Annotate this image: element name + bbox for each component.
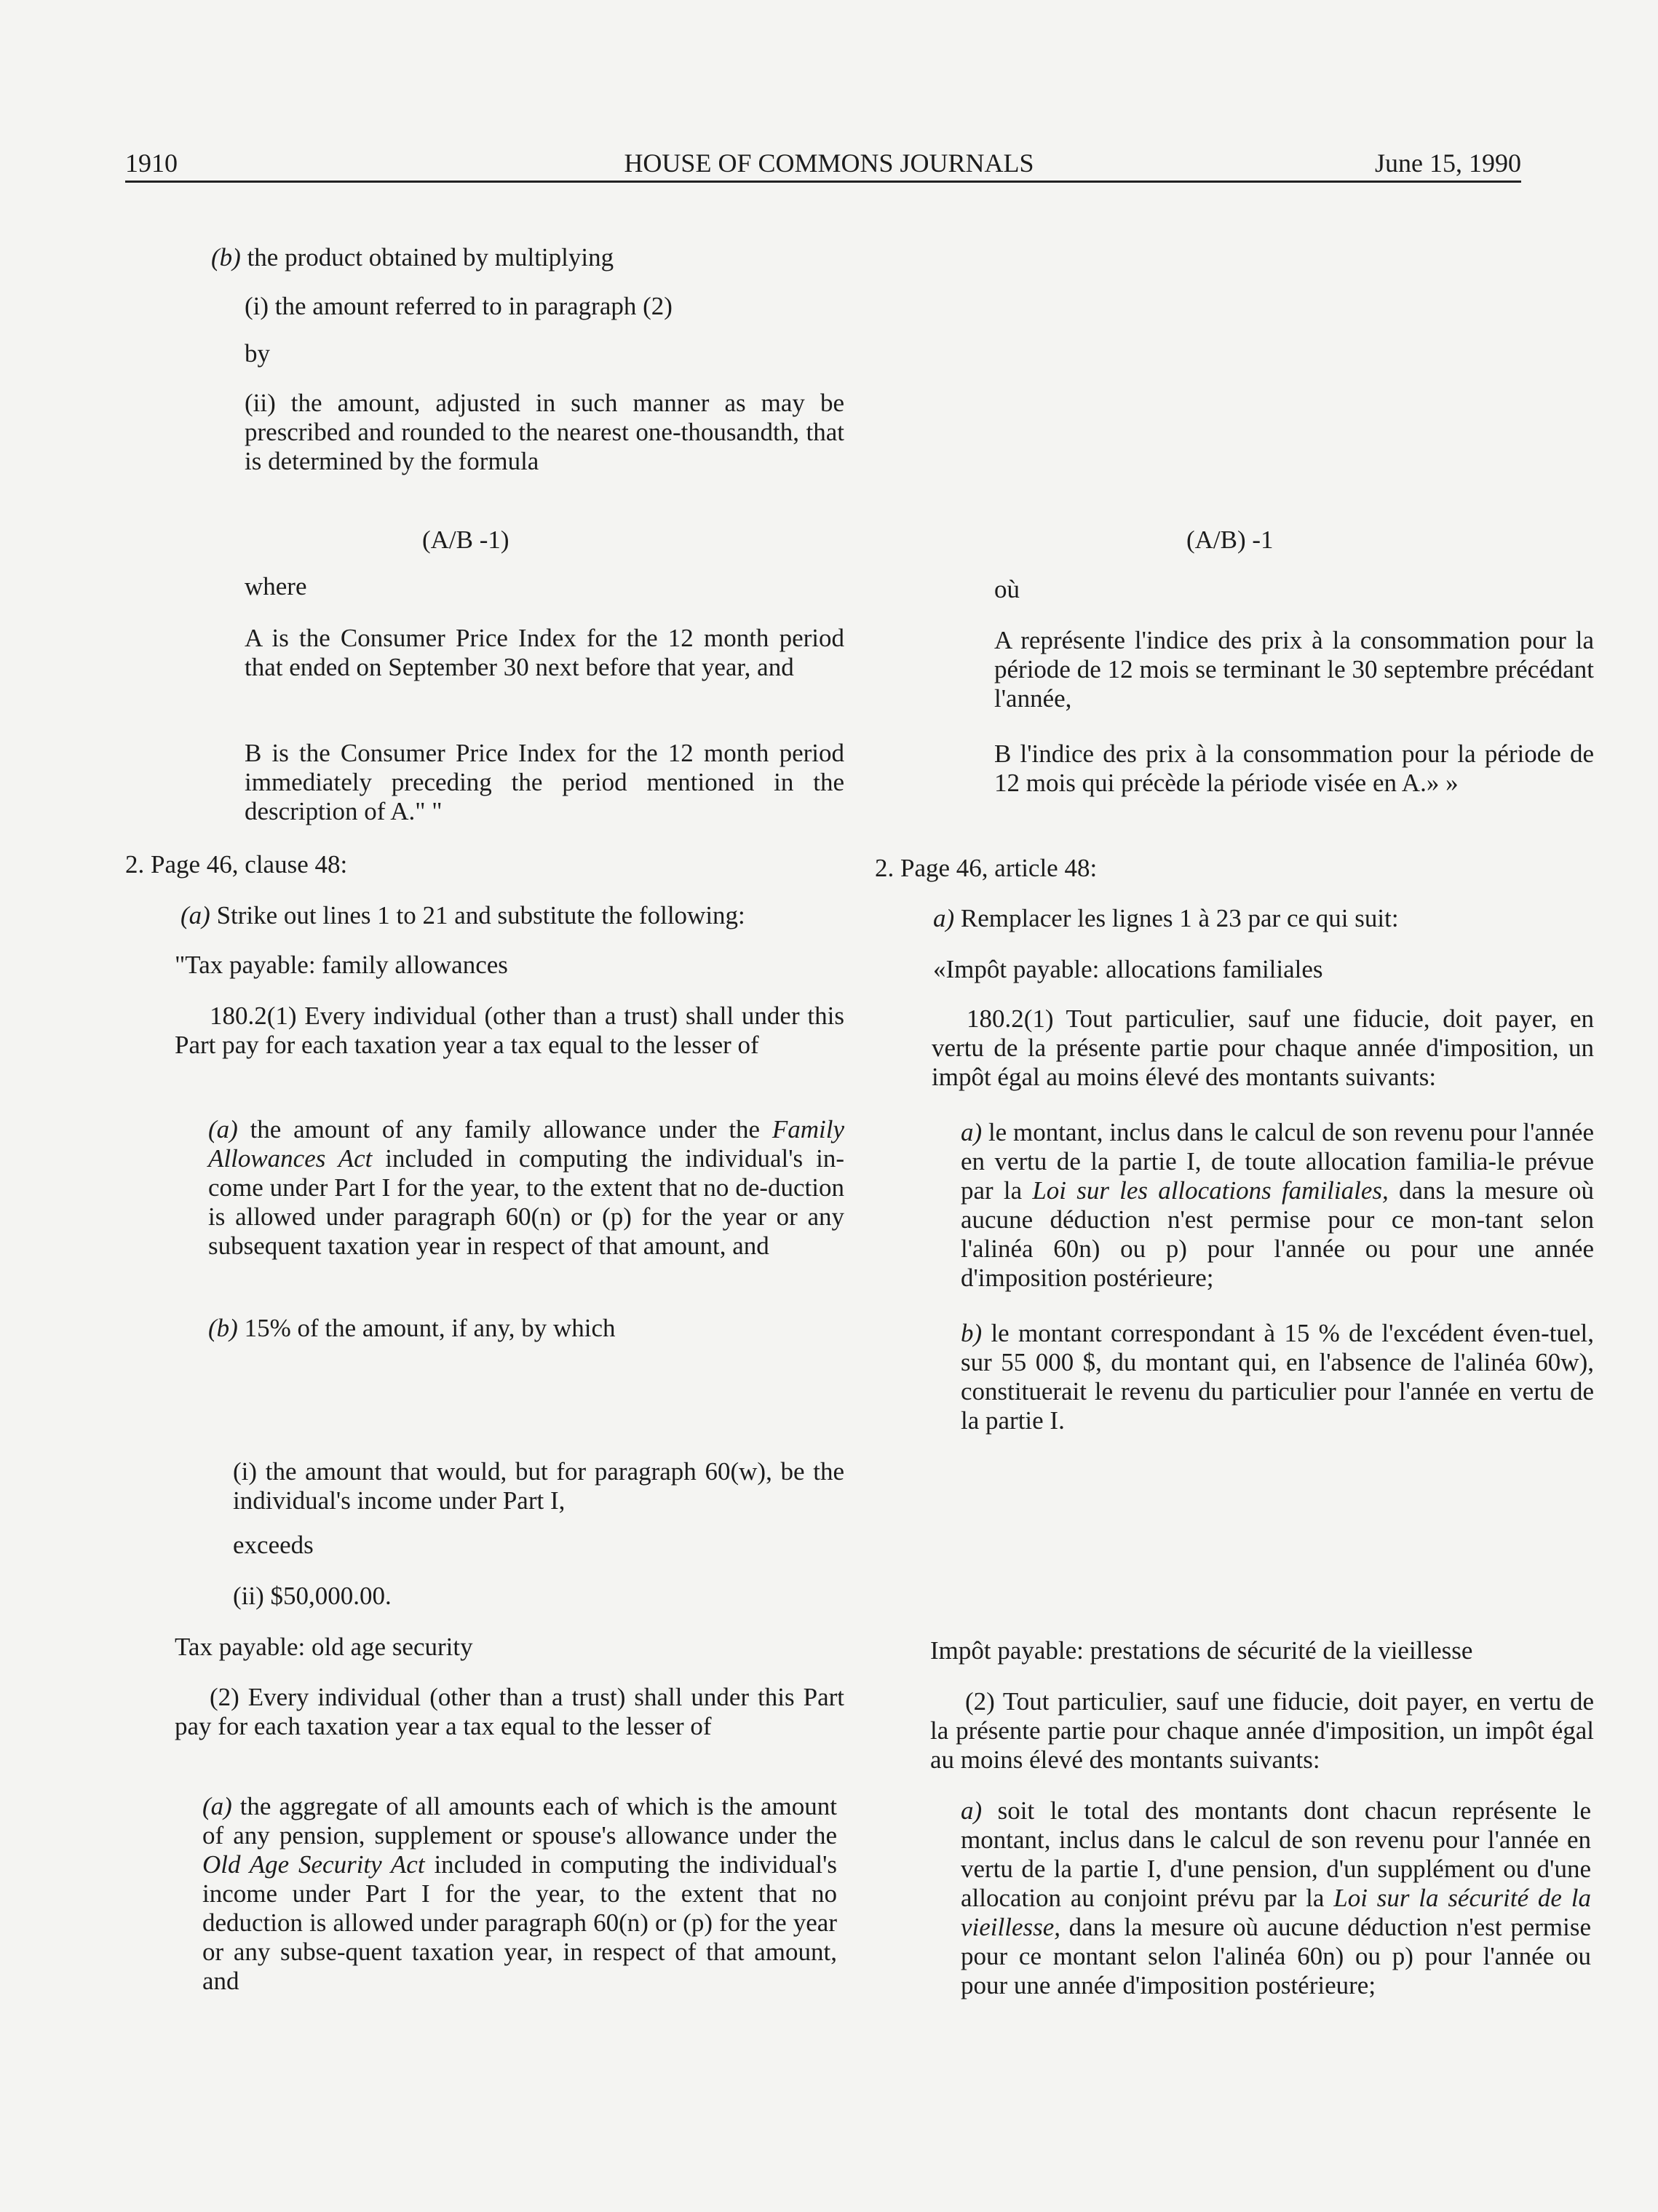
en-para-b-ii: (ii) $50,000.00. bbox=[233, 1582, 392, 1610]
en-para-a-text1: the amount of any family allowance under the bbox=[237, 1115, 772, 1143]
fr-def-b: B l'indice des prix à la consommation pour la période de 12 mois qui précède la période visée en A.» » bbox=[994, 740, 1594, 797]
fr-para-b-label: b) bbox=[961, 1319, 983, 1347]
en-family-allowances-act: Family Allowances Act bbox=[208, 1115, 844, 1173]
en-heading-family: "Tax payable: family allowances bbox=[175, 951, 508, 979]
fr-para-b bbox=[961, 1319, 1594, 1435]
fr-old-age-security-act: Loi sur la sécurité de la vieillesse, bbox=[961, 1884, 1591, 1941]
en-oas-para-a-text2: included in computing the individual's income under Part I for the year, to the extent that no deduction is allowed under paragraph 60(n) or (p) for the year or any subse-quent taxation year, in respect of that amount, and bbox=[202, 1850, 837, 1995]
fr-para-a-text2: dans la mesure où aucune déduction n'est permise pour ce mon-tant selon l'alinéa 60n) ou p) pour l'année ou pour une année d'imposition postérieure; bbox=[961, 1176, 1594, 1292]
en-i-amount: (i) the amount referred to in paragraph (2) bbox=[245, 292, 673, 320]
en-para-b-label: (b) bbox=[208, 1314, 238, 1342]
journal-title: HOUSE OF COMMONS JOURNALS bbox=[624, 148, 1034, 178]
fr-s2: (2) Tout particulier, sauf une fiducie, doit payer, en vertu de la présente partie pour chaque année d'imposition, un impôt égal au moins élevé des montants suivants: bbox=[930, 1687, 1594, 1774]
fr-formula: (A/B) -1 bbox=[1186, 526, 1274, 554]
en-para-a-label: (a) bbox=[208, 1115, 238, 1143]
en-para-a-text2: included in computing the individual's in-come under Part I for the year, to the extent that no de-duction is allowed under paragraph 60(n) or (p) for the year or any subsequent taxation year in respect of that amount, and bbox=[208, 1144, 844, 1260]
page-date: June 15, 1990 bbox=[1375, 148, 1521, 178]
fr-para-b-text: le montant correspondant à 15 % de l'excédent éven-tuel, sur 55 000 $, du montant qui, en l'absence de l'alinéa 60w), constituerait le revenu du particulier pour l'année en vertu de la partie I. bbox=[961, 1319, 1594, 1435]
en-where: where bbox=[245, 572, 307, 600]
header-rule bbox=[125, 181, 1521, 183]
fr-oas-para-a-text2: dans la mesure où aucune déduction n'est permise pour ce montant selon l'alinéa 60n) ou p) pour l'année ou pour une année d'imposition postérieure; bbox=[961, 1913, 1591, 1999]
fr-heading-oas: Impôt payable: prestations de sécurité de la vieillesse bbox=[930, 1636, 1473, 1665]
en-def-a: A is the Consumer Price Index for the 12 month period that ended on September 30 next before that year, and bbox=[245, 624, 844, 681]
en-oas-para-a-text1: the aggregate of all amounts each of which is the amount of any pension, supplement or spouse's allowance under the bbox=[202, 1792, 837, 1850]
fr-replace-label: a) bbox=[933, 904, 955, 932]
en-item-2: 2. Page 46, clause 48: bbox=[125, 850, 348, 879]
fr-family-allowances-act: Loi sur les allocations familiales, bbox=[1032, 1176, 1389, 1205]
en-b-intro-text: the product obtained by multiplying bbox=[240, 243, 614, 271]
en-by: by bbox=[245, 339, 270, 368]
fr-para-a bbox=[961, 1118, 1594, 1293]
en-exceeds: exceeds bbox=[233, 1531, 314, 1559]
en-strike-text: Strike out lines 1 to 21 and substitute the following: bbox=[210, 901, 745, 929]
fr-def-a: A représente l'indice des prix à la consommation pour la période de 12 mois se terminant le 30 septembre précédant l'année, bbox=[994, 626, 1594, 713]
fr-para-a-text1: le montant, inclus dans le calcul de son revenu pour l'année en vertu de la partie I, de toute allocation familia-le prévue par la bbox=[961, 1118, 1594, 1205]
en-s2: (2) Every individual (other than a trust) shall under this Part pay for each taxation year a tax equal to the lesser of bbox=[175, 1683, 844, 1740]
fr-item-2: 2. Page 46, article 48: bbox=[875, 854, 1098, 882]
fr-replace-instruction bbox=[933, 904, 1588, 933]
en-oas-para-a bbox=[202, 1792, 837, 1996]
en-para-b-i: (i) the amount that would, but for paragraph 60(w), be the individual's income under Part I, bbox=[233, 1457, 844, 1515]
en-strike-instruction bbox=[181, 901, 865, 930]
en-oas-para-a-label: (a) bbox=[202, 1792, 232, 1820]
fr-s180-1: 180.2(1) Tout particulier, sauf une fiducie, doit payer, en vertu de la présente partie pour chaque année d'imposition, un impôt égal au moins élevé des montants suivants: bbox=[932, 1004, 1594, 1091]
fr-para-a-label: a) bbox=[961, 1118, 983, 1146]
en-heading-oas: Tax payable: old age security bbox=[175, 1633, 473, 1661]
en-strike-label: (a) bbox=[181, 901, 210, 929]
en-b-intro bbox=[211, 243, 852, 272]
en-formula: (A/B -1) bbox=[422, 526, 509, 554]
fr-ou: où bbox=[994, 575, 1020, 603]
fr-oas-para-a bbox=[961, 1796, 1591, 2000]
en-para-b bbox=[208, 1314, 844, 1343]
en-old-age-security-act: Old Age Security Act bbox=[202, 1850, 425, 1879]
page-number: 1910 bbox=[125, 148, 178, 178]
en-para-a bbox=[208, 1115, 844, 1261]
fr-oas-para-a-text1: soit le total des montants dont chacun représente le montant, inclus dans le calcul de son revenu pour l'année en vertu de la partie I, d'une pension, d'un supplément ou d'une allocation au conjoint prévu par la bbox=[961, 1796, 1591, 1912]
en-b-intro-label: (b) bbox=[211, 243, 241, 271]
en-ii-amount: (ii) the amount, adjusted in such manner as may be prescribed and rounded to the nearest one-thousandth, that is determined by the formula bbox=[245, 389, 844, 475]
en-def-b: B is the Consumer Price Index for the 12 month period immediately preceding the period mentioned in the description of A." " bbox=[245, 739, 844, 825]
fr-replace-text: Remplacer les lignes 1 à 23 par ce qui suit: bbox=[954, 904, 1399, 932]
en-s180-1: 180.2(1) Every individual (other than a trust) shall under this Part pay for each taxation year a tax equal to the lesser of bbox=[175, 1002, 844, 1059]
fr-heading-family: «Impôt payable: allocations familiales bbox=[933, 955, 1323, 983]
fr-oas-para-a-label: a) bbox=[961, 1796, 983, 1825]
en-para-b-text: 15% of the amount, if any, by which bbox=[237, 1314, 616, 1342]
